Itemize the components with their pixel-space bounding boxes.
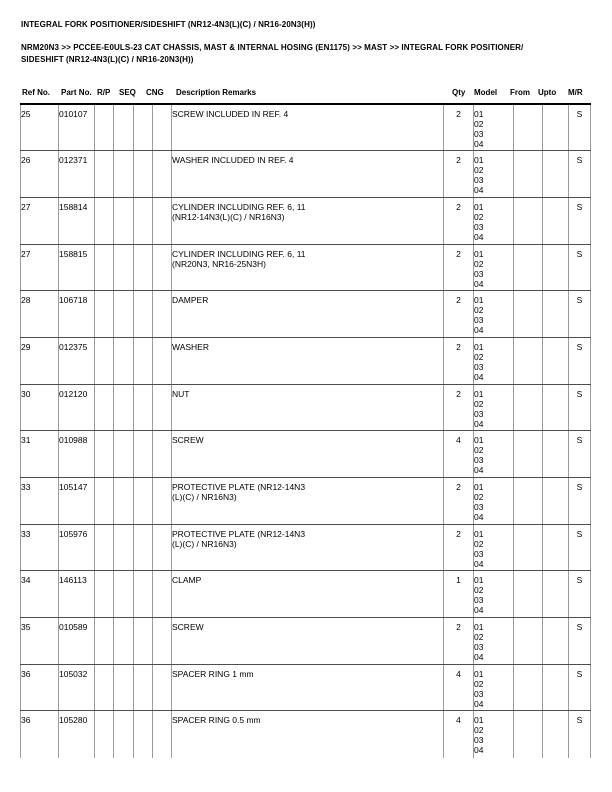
cell-part-no: 010589 <box>59 618 95 665</box>
cell-upto <box>543 478 569 525</box>
cell-cng <box>134 104 153 151</box>
description-line: (L)(C) / NR16N3) <box>172 538 237 549</box>
table-row <box>21 711 591 758</box>
description-line: SPACER RING 1 mm <box>172 668 254 679</box>
cell-rp <box>95 244 114 291</box>
model-line: 03 <box>474 361 484 372</box>
cell-model <box>474 244 514 291</box>
cell-description <box>172 291 444 338</box>
cell-mr: S <box>569 104 591 151</box>
model-line: 03 <box>474 688 484 699</box>
table-row <box>21 664 591 711</box>
table-row <box>21 104 591 151</box>
cell-description <box>172 618 444 665</box>
cell-spacer <box>153 664 172 711</box>
cell-cng <box>134 337 153 384</box>
cell-cng <box>134 711 153 758</box>
cell-spacer <box>153 384 172 431</box>
cell-ref-no: 26 <box>21 151 59 198</box>
page-title: INTEGRAL FORK POSITIONER/SIDESHIFT (NR12-4N3(L)(C) / NR16-20N3(H)) <box>21 20 316 29</box>
cell-rp <box>95 571 114 618</box>
cell-ref-no: 36 <box>21 711 59 758</box>
cell-part-no: 158814 <box>59 197 95 244</box>
cell-description <box>172 197 444 244</box>
model-line: 02 <box>474 305 484 316</box>
cell-qty: 4 <box>444 711 474 758</box>
cell-part-no: 105280 <box>59 711 95 758</box>
cell-cng <box>134 384 153 431</box>
cell-model <box>474 524 514 571</box>
model-line: 03 <box>474 642 484 653</box>
cell-from <box>514 711 543 758</box>
cell-from <box>514 244 543 291</box>
cell-part-no: 146113 <box>59 571 95 618</box>
cell-qty: 1 <box>444 571 474 618</box>
cell-from <box>514 618 543 665</box>
cell-model <box>474 431 514 478</box>
table-row <box>21 384 591 431</box>
cell-upto <box>543 337 569 384</box>
cell-spacer <box>153 524 172 571</box>
model-line: 03 <box>474 175 484 186</box>
cell-spacer <box>153 711 172 758</box>
cell-from <box>514 337 543 384</box>
cell-part-no: 010107 <box>59 104 95 151</box>
model-line: 03 <box>474 268 484 279</box>
cell-ref-no: 25 <box>21 104 59 151</box>
cell-seq <box>114 291 134 338</box>
cell-spacer <box>153 478 172 525</box>
cell-qty: 2 <box>444 151 474 198</box>
cell-spacer <box>153 571 172 618</box>
table-row <box>21 197 591 244</box>
cell-spacer <box>153 197 172 244</box>
cell-description <box>172 151 444 198</box>
cell-ref-no: 30 <box>21 384 59 431</box>
cell-cng <box>134 197 153 244</box>
cell-ref-no: 34 <box>21 571 59 618</box>
cell-from <box>514 571 543 618</box>
model-line: 01 <box>474 155 484 166</box>
table-row <box>21 244 591 291</box>
cell-seq <box>114 197 134 244</box>
cell-rp <box>95 431 114 478</box>
cell-seq <box>114 104 134 151</box>
cell-qty: 4 <box>444 431 474 478</box>
cell-part-no: 012120 <box>59 384 95 431</box>
cell-spacer <box>153 291 172 338</box>
cell-description <box>172 478 444 525</box>
cell-model <box>474 291 514 338</box>
model-line: 04 <box>474 652 484 663</box>
cell-from <box>514 384 543 431</box>
cell-ref-no: 27 <box>21 244 59 291</box>
cell-upto <box>543 244 569 291</box>
table-row <box>21 291 591 338</box>
cell-upto <box>543 151 569 198</box>
cell-from <box>514 104 543 151</box>
breadcrumb-line: NRM20N3 >> PCCEE-E0ULS-23 CAT CHASSIS, MAST & INTERNAL HOSING (EN1175) >> MAST >> INTEGRAL FORK POSITIONER/ <box>21 43 524 52</box>
cell-part-no: 105976 <box>59 524 95 571</box>
description-line: (NR12-14N3(L)(C) / NR16N3) <box>172 211 285 222</box>
cell-mr: S <box>569 478 591 525</box>
cell-seq <box>114 384 134 431</box>
model-line: 02 <box>474 492 484 502</box>
col-header-part-no: Part No. <box>61 88 92 97</box>
cell-cng <box>134 664 153 711</box>
cell-upto <box>543 104 569 151</box>
model-line: 01 <box>474 388 484 399</box>
cell-description <box>172 244 444 291</box>
cell-qty: 4 <box>444 664 474 711</box>
model-line: 02 <box>474 585 484 596</box>
model-line: 04 <box>474 465 484 476</box>
cell-qty: 2 <box>444 104 474 151</box>
cell-rp <box>95 478 114 525</box>
cell-rp <box>95 291 114 338</box>
description-line: SCREW INCLUDED IN REF. 4 <box>172 109 289 119</box>
cell-upto <box>543 524 569 571</box>
table-row <box>21 337 591 384</box>
cell-upto <box>543 618 569 665</box>
cell-qty: 2 <box>444 618 474 665</box>
cell-rp <box>95 618 114 665</box>
cell-model <box>474 478 514 525</box>
cell-description <box>172 104 444 151</box>
cell-qty: 2 <box>444 244 474 291</box>
cell-mr: S <box>569 524 591 571</box>
col-header-description: Description Remarks <box>176 88 257 97</box>
cell-rp <box>95 337 114 384</box>
description-line: CYLINDER INCLUDING REF. 6, 11 <box>172 248 306 259</box>
cell-mr: S <box>569 291 591 338</box>
model-line: 02 <box>474 538 484 549</box>
cell-ref-no: 35 <box>21 618 59 665</box>
cell-upto <box>543 571 569 618</box>
cell-upto <box>543 711 569 758</box>
description-line: DAMPER <box>172 295 209 306</box>
model-line: 03 <box>474 408 484 419</box>
cell-rp <box>95 711 114 758</box>
model-line: 04 <box>474 185 484 196</box>
model-line: 04 <box>474 325 484 336</box>
cell-description <box>172 431 444 478</box>
cell-from <box>514 524 543 571</box>
cell-mr: S <box>569 244 591 291</box>
cell-part-no: 105147 <box>59 478 95 525</box>
cell-ref-no: 33 <box>21 524 59 571</box>
cell-part-no: 106718 <box>59 291 95 338</box>
cell-model <box>474 384 514 431</box>
cell-spacer <box>153 244 172 291</box>
model-line: 02 <box>474 398 484 409</box>
table-row <box>21 524 591 571</box>
description-line: SPACER RING 0.5 mm <box>172 715 261 726</box>
cell-seq <box>114 571 134 618</box>
cell-ref-no: 36 <box>21 664 59 711</box>
model-line: 01 <box>474 201 484 212</box>
cell-mr: S <box>569 618 591 665</box>
cell-seq <box>114 711 134 758</box>
model-line: 04 <box>474 231 484 242</box>
model-line: 02 <box>474 725 484 736</box>
description-line: PROTECTIVE PLATE (NR12-14N3 <box>172 528 306 539</box>
cell-spacer <box>153 104 172 151</box>
cell-seq <box>114 337 134 384</box>
model-line: 03 <box>474 315 484 326</box>
model-line: 01 <box>474 575 484 586</box>
description-line: NUT <box>172 388 190 399</box>
model-line: 01 <box>474 715 484 726</box>
cell-cng <box>134 244 153 291</box>
cell-spacer <box>153 431 172 478</box>
model-line: 02 <box>474 678 484 689</box>
cell-seq <box>114 431 134 478</box>
cell-seq <box>114 244 134 291</box>
model-line: 04 <box>474 605 484 616</box>
cell-ref-no: 29 <box>21 337 59 384</box>
model-line: 04 <box>474 745 484 756</box>
model-line: 02 <box>474 351 484 362</box>
model-line: 02 <box>474 119 484 129</box>
cell-from <box>514 431 543 478</box>
model-line: 03 <box>474 455 484 466</box>
cell-mr: S <box>569 151 591 198</box>
cell-model <box>474 151 514 198</box>
cell-description <box>172 384 444 431</box>
description-line: SCREW <box>172 435 204 446</box>
col-header-ref-no: Ref No. <box>22 88 50 97</box>
table-row <box>21 151 591 198</box>
cell-part-no: 012371 <box>59 151 95 198</box>
col-header-from: From <box>510 88 530 97</box>
cell-from <box>514 664 543 711</box>
cell-model <box>474 664 514 711</box>
cell-cng <box>134 524 153 571</box>
cell-upto <box>543 291 569 338</box>
cell-rp <box>95 104 114 151</box>
cell-cng <box>134 431 153 478</box>
model-line: 04 <box>474 558 484 569</box>
cell-spacer <box>153 618 172 665</box>
cell-mr: S <box>569 571 591 618</box>
cell-mr: S <box>569 337 591 384</box>
model-line: 03 <box>474 129 484 139</box>
cell-model <box>474 618 514 665</box>
cell-model <box>474 337 514 384</box>
model-line: 01 <box>474 341 484 352</box>
cell-part-no: 105032 <box>59 664 95 711</box>
cell-mr: S <box>569 431 591 478</box>
model-line: 01 <box>474 435 484 446</box>
cell-rp <box>95 524 114 571</box>
cell-cng <box>134 478 153 525</box>
table-row <box>21 478 591 525</box>
cell-upto <box>543 431 569 478</box>
cell-description <box>172 571 444 618</box>
cell-from <box>514 151 543 198</box>
model-line: 03 <box>474 548 484 559</box>
model-line: 01 <box>474 109 484 119</box>
cell-model <box>474 571 514 618</box>
cell-seq <box>114 151 134 198</box>
breadcrumb-line: SIDESHIFT (NR12-4N3(L)(C) / NR16-20N3(H)) <box>21 54 194 64</box>
col-header-seq: SEQ <box>119 88 136 97</box>
cell-rp <box>95 384 114 431</box>
model-line: 01 <box>474 668 484 679</box>
model-line: 04 <box>474 418 484 429</box>
description-line: (L)(C) / NR16N3) <box>172 492 237 502</box>
cell-model <box>474 104 514 151</box>
model-line: 02 <box>474 165 484 176</box>
cell-from <box>514 291 543 338</box>
cell-description <box>172 664 444 711</box>
cell-mr: S <box>569 197 591 244</box>
description-line: CYLINDER INCLUDING REF. 6, 11 <box>172 201 306 212</box>
cell-cng <box>134 571 153 618</box>
cell-model <box>474 711 514 758</box>
model-line: 03 <box>474 502 484 512</box>
col-header-rp: R/P <box>97 88 111 97</box>
cell-cng <box>134 291 153 338</box>
cell-part-no: 010988 <box>59 431 95 478</box>
cell-qty: 2 <box>444 384 474 431</box>
cell-mr: S <box>569 711 591 758</box>
cell-from <box>514 478 543 525</box>
cell-rp <box>95 664 114 711</box>
model-line: 01 <box>474 622 484 633</box>
model-line: 01 <box>474 482 484 492</box>
table-row <box>21 431 591 478</box>
description-line: WASHER INCLUDED IN REF. 4 <box>172 155 294 166</box>
model-line: 01 <box>474 295 484 306</box>
cell-mr: S <box>569 384 591 431</box>
col-header-qty: Qty <box>452 88 466 97</box>
model-line: 01 <box>474 528 484 539</box>
table-column-headers <box>0 88 612 101</box>
cell-ref-no: 31 <box>21 431 59 478</box>
model-line: 04 <box>474 698 484 709</box>
model-line: 02 <box>474 632 484 643</box>
cell-seq <box>114 478 134 525</box>
model-line: 04 <box>474 512 484 522</box>
cell-qty: 2 <box>444 337 474 384</box>
cell-seq <box>114 664 134 711</box>
table-row <box>21 571 591 618</box>
cell-spacer <box>153 151 172 198</box>
cell-cng <box>134 618 153 665</box>
cell-qty: 2 <box>444 197 474 244</box>
col-header-cng: CNG <box>146 88 164 97</box>
cell-qty: 2 <box>444 478 474 525</box>
cell-mr: S <box>569 664 591 711</box>
cell-description <box>172 711 444 758</box>
table-row <box>21 618 591 665</box>
model-line: 04 <box>474 278 484 289</box>
cell-seq <box>114 524 134 571</box>
model-line: 02 <box>474 258 484 269</box>
cell-description <box>172 524 444 571</box>
col-header-mr: M/R <box>568 88 583 97</box>
model-line: 04 <box>474 371 484 382</box>
cell-model <box>474 197 514 244</box>
cell-upto <box>543 197 569 244</box>
model-line: 02 <box>474 445 484 456</box>
description-line: WASHER <box>172 341 209 352</box>
model-line: 03 <box>474 221 484 232</box>
cell-description <box>172 337 444 384</box>
model-line: 03 <box>474 595 484 606</box>
cell-spacer <box>153 337 172 384</box>
parts-table <box>20 103 591 758</box>
col-header-upto: Upto <box>538 88 557 97</box>
breadcrumb <box>21 42 593 65</box>
cell-seq <box>114 618 134 665</box>
cell-upto <box>543 664 569 711</box>
cell-ref-no: 33 <box>21 478 59 525</box>
cell-cng <box>134 151 153 198</box>
description-line: SCREW <box>172 622 204 633</box>
description-line: (NR20N3, NR16-25N3H) <box>172 258 267 269</box>
model-line: 04 <box>474 139 484 149</box>
description-line: PROTECTIVE PLATE (NR12-14N3 <box>172 482 306 492</box>
model-line: 02 <box>474 211 484 222</box>
cell-rp <box>95 151 114 198</box>
cell-rp <box>95 197 114 244</box>
cell-part-no: 012375 <box>59 337 95 384</box>
cell-ref-no: 28 <box>21 291 59 338</box>
col-header-model: Model <box>474 88 498 97</box>
description-line: CLAMP <box>172 575 202 586</box>
cell-qty: 2 <box>444 291 474 338</box>
cell-qty: 2 <box>444 524 474 571</box>
cell-from <box>514 197 543 244</box>
cell-ref-no: 27 <box>21 197 59 244</box>
cell-upto <box>543 384 569 431</box>
model-line: 03 <box>474 735 484 746</box>
model-line: 01 <box>474 248 484 259</box>
cell-part-no: 158815 <box>59 244 95 291</box>
